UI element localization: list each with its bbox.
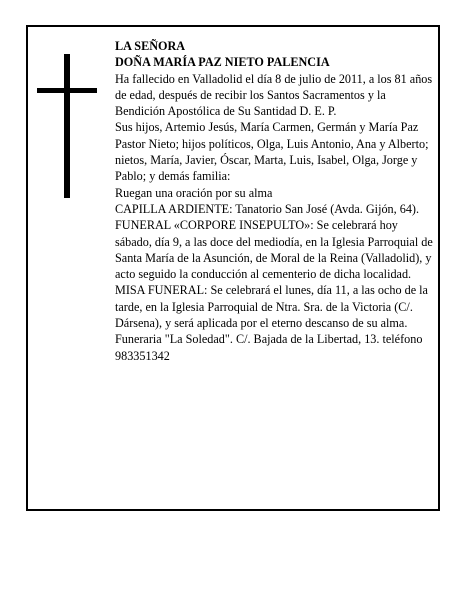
latin-cross-icon: [37, 54, 97, 198]
funeral-home-info: Funeraria "La Soledad". C/. Bajada de la Libertad, 13. teléfono 983351342: [115, 332, 423, 363]
cross-horizontal-bar: [37, 88, 97, 93]
family-list: Sus hijos, Artemio Jesús, María Carmen, Germán y María Paz Pastor Nieto; hijos políticos, Olga, Luis Antonio, Ana y Alberto; nietos, María, Javier, Óscar, Marta, Luis, Isabel, Olga, Jorge y Pablo; y demás familia:: [115, 120, 429, 184]
deceased-name: DOÑA MARÍA PAZ NIETO PALENCIA: [115, 55, 330, 70]
chapel-info: CAPILLA ARDIENTE: Tanatorio San José (Avda. Gijón, 64).: [115, 201, 420, 216]
funeral-info: FUNERAL «CORPORE INSEPULTO»: Se celebrará hoy sábado, día 9, a las doce del mediodía, en la Iglesia Parroquial de Santa María de la Asunción, de Moral de la Reina (Valladolid), y acto seguido la conducción al cementerio de dicha localidad.: [115, 218, 433, 282]
obituary-text: [115, 38, 433, 364]
death-announcement: Ha fallecido en Valladolid el día 8 de julio de 2011, a los 81 años de edad, después de recibir los Santos Sacramentos y la Bendición Apostólica de Su Santidad D. E. P.: [115, 71, 433, 119]
cross-vertical-bar: [64, 54, 70, 198]
prayer-request: Ruegan una oración por su alma: [115, 185, 273, 200]
deceased-honorific: LA SEÑORA: [115, 39, 186, 53]
mass-info: MISA FUNERAL: Se celebrará el lunes, día 11, a las ocho de la tarde, en la Iglesia Parroquial de Ntra. Sra. de la Victoria (C/. Dársena), y será aplicada por el eterno descanso de su alma.: [115, 283, 428, 331]
